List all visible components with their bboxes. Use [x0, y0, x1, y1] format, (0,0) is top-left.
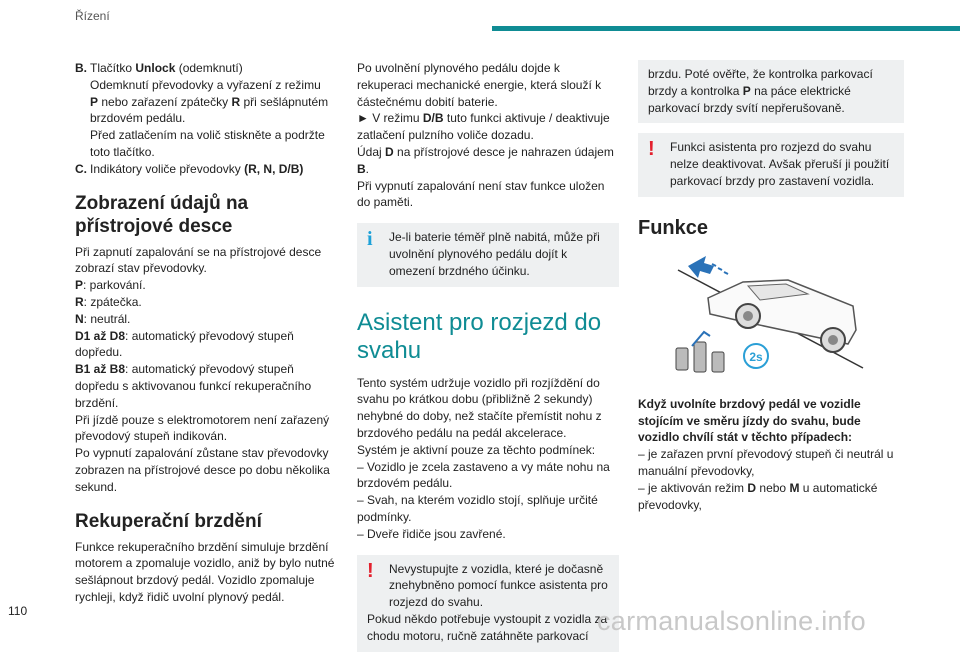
heading-display: Zobrazení údajů na přístrojové desce — [75, 192, 249, 237]
warning-note: ! Funkci asistenta pro rozjezd do svahu nelze deaktivovat. Avšak přeruší ji použití parkovací brzdy pro zastavení vozidla. — [638, 133, 904, 196]
paragraph: Tento systém udržuje vozidlo při rozjíždění do svahu po krátkou dobu (přibližně 2 sekundy) nehybné do doby, než stačíte přemístit nohu z brzdového pedálu na pedál akcelerace. — [357, 375, 602, 440]
warning-icon: ! — [648, 138, 655, 161]
header-accent-bar — [492, 26, 960, 31]
heading-function: Funkce — [638, 216, 709, 239]
warning-icon: ! — [367, 559, 374, 582]
info-icon: i — [367, 228, 373, 251]
paragraph: Po uvolnění plynového pedálu dojde k rekuperaci mechanické energie, která slouží k částečnému dobití baterie. — [357, 61, 602, 109]
list-item-c: C. Indikátory voliče převodovky (R, N, D/B) — [75, 161, 304, 176]
two-seconds-badge: 2s — [749, 349, 763, 364]
section-header: Řízení — [75, 9, 110, 23]
watermark: carmanualsonline.info — [597, 606, 866, 636]
column-1 — [75, 60, 337, 606]
paragraph: Po vypnutí zapalování zůstane stav převodovky zobrazen na přístrojové desce po dobu několika sekund. — [75, 446, 330, 494]
paragraph: ► V režimu D/B tuto funkci aktivuje / deaktivuje zatlačení pulzního voliče dozadu. — [357, 111, 610, 143]
warning-note-continued: brzdu. Poté ověřte, že kontrolka parkovací brzdy a kontrolka P na páce elektrické parkovací brzdy svítí nepřerušovaně. — [638, 60, 904, 123]
condition-item: – je aktivován režim D nebo M u automatické převodovky, — [638, 480, 878, 512]
paragraph: Při zapnutí zapalování se na přístrojové desce zobrazí stav převodovky. — [75, 244, 322, 276]
hill-start-illustration — [648, 250, 888, 390]
condition-item: – Dveře řidiče jsou zavřené. — [357, 526, 506, 541]
page-number: 110 — [8, 604, 28, 618]
heading-regen-braking: Rekuperační brzdění — [75, 510, 262, 532]
paragraph: Funkce rekuperačního brzdění simuluje brzdění motorem a zpomaluje vozidlo, aniž by bylo nutné sešlápnout brzdový pedál. Vozidlo zpomaluje rychleji, když řidič uvolní plynový pedál. — [75, 539, 335, 604]
paragraph-bold: Když uvolníte brzdový pedál ve vozidle stojícím ve směru jízdy do svahu, bude vozidlo chvílí stát v těchto případech: — [638, 396, 861, 445]
list-item-b: B. Tlačítko Unlock (odemknutí) Odemknutí převodovky a vyřazení z režimu P nebo zařazení zpátečky R při sešlápnutém brzdovém pedálu. Před zatlačením na volič stiskněte a podržte toto tlačítko. — [75, 61, 329, 159]
condition-item: – je zařazen první převodový stupeň či neutrál u manuální převodovky, — [638, 447, 894, 478]
warning-note: ! Nevystupujte z vozidla, které je dočasně znehybněno pomocí funkce asistenta pro rozjezd do svahu. Pokud někdo potřebuje vystoupit z vozidla za chodu motoru, ručně zatáhněte parkovací — [357, 555, 619, 652]
paragraph: Systém je aktivní pouze za těchto podmínek: — [357, 442, 596, 457]
gear-list: P: parkování. R: zpátečka. N: neutrál. D1 až D8: automatický převodový stupeň dopředu. B1 až B8: automatický převodový stupeň dopředu s aktivovanou funkcí rekuperačního brzdění. — [75, 278, 312, 410]
column-3 — [638, 60, 904, 513]
paragraph: Při jízdě pouze s elektromotorem není zařazený převodový stupeň indikován. — [75, 412, 330, 444]
condition-item: – Vozidlo je zcela zastaveno a vy máte nohu na brzdovém pedálu. — [357, 459, 610, 491]
heading-hill-start-assist: Asistent pro rozjezd do svahu — [357, 308, 602, 364]
paragraph: Při vypnutí zapalování není stav funkce uložen do paměti. — [357, 178, 605, 210]
condition-item: – Svah, na kterém vozidlo stojí, splňuje určité podmínky. — [357, 493, 598, 524]
info-note: i Je-li baterie téměř plně nabitá, může při uvolnění plynového pedálu dojít k omezení brzdného účinku. — [357, 223, 619, 286]
list-label: C. — [75, 161, 87, 176]
paragraph: Údaj D na přístrojové desce je nahrazen údajem B. — [357, 144, 614, 176]
column-2 — [357, 60, 619, 652]
list-label: B. — [75, 61, 87, 75]
